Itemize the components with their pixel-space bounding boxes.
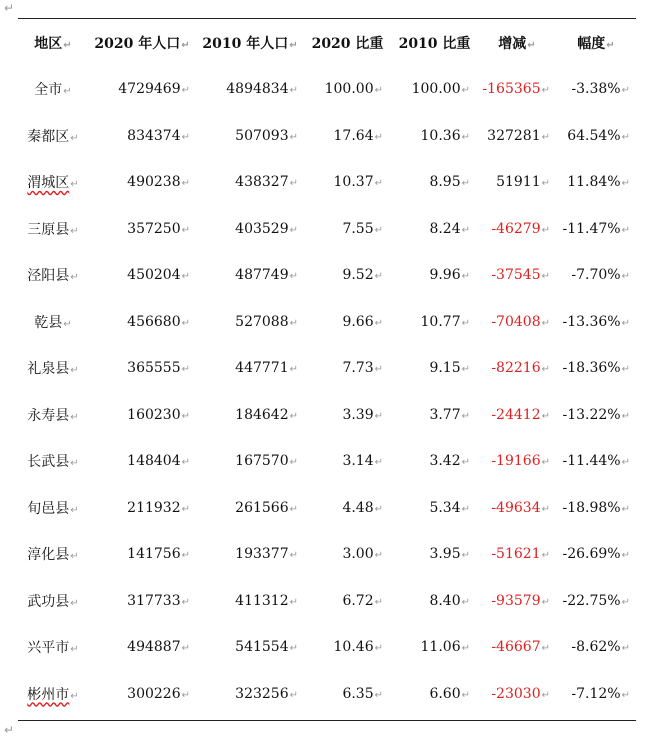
change-cell: -46279↵ bbox=[491, 220, 550, 237]
pop-2010-cell: 527088↵ bbox=[235, 313, 298, 330]
rate-cell: -11.47%↵ bbox=[562, 220, 630, 237]
change-cell: -82216↵ bbox=[491, 360, 550, 377]
pop-2020-cell: 300226↵ bbox=[127, 685, 190, 702]
region-cell: 乾县↵ bbox=[34, 314, 72, 331]
table-row bbox=[18, 345, 636, 392]
region-cell: 渭城区↵ bbox=[27, 175, 79, 192]
change-cell: -37545↵ bbox=[491, 267, 550, 284]
region-cell: 兴平市↵ bbox=[27, 640, 79, 657]
pop-2020-cell: 211932↵ bbox=[127, 499, 190, 516]
table-row bbox=[18, 159, 636, 206]
rate-cell: -13.36%↵ bbox=[562, 313, 630, 330]
rate-cell: -3.38%↵ bbox=[571, 81, 630, 98]
change-cell: -70408↵ bbox=[491, 313, 550, 330]
table-row bbox=[18, 531, 636, 578]
share-2010-cell: 10.36↵ bbox=[420, 127, 470, 144]
rate-cell: -7.70%↵ bbox=[571, 267, 630, 284]
change-cell: -93579↵ bbox=[491, 592, 550, 609]
region-cell: 彬州市↵ bbox=[27, 686, 79, 703]
table-row bbox=[18, 624, 636, 671]
pop-2020-cell: 4729469↵ bbox=[118, 81, 190, 98]
region-cell: 永寿县↵ bbox=[27, 407, 79, 424]
pop-2020-cell: 490238↵ bbox=[127, 174, 190, 191]
pop-2020-cell: 365555↵ bbox=[127, 360, 190, 377]
table-row bbox=[18, 671, 636, 718]
pop-2010-cell: 411312↵ bbox=[235, 592, 298, 609]
paragraph-mark-bottom: ↵ bbox=[4, 723, 15, 737]
change-cell: -23030↵ bbox=[491, 685, 550, 702]
pop-2010-cell: 184642↵ bbox=[235, 406, 298, 423]
table-top-rule bbox=[18, 18, 636, 19]
population-table bbox=[18, 20, 636, 717]
region-cell: 三原县↵ bbox=[27, 221, 79, 238]
share-2010-cell: 8.40↵ bbox=[429, 592, 470, 609]
table-row bbox=[18, 206, 636, 253]
region-cell: 淳化县↵ bbox=[27, 547, 79, 564]
share-2010-cell: 8.24↵ bbox=[429, 220, 470, 237]
table-row bbox=[18, 392, 636, 439]
share-2010-cell: 3.42↵ bbox=[429, 453, 470, 470]
rate-cell: -8.62%↵ bbox=[571, 639, 630, 656]
table-row bbox=[18, 299, 636, 346]
pop-2020-cell: 834374↵ bbox=[127, 127, 190, 144]
table-row bbox=[18, 578, 636, 625]
share-2010-cell: 9.15↵ bbox=[429, 360, 470, 377]
change-cell: -19166↵ bbox=[491, 453, 550, 470]
rate-cell: -11.44%↵ bbox=[562, 453, 630, 470]
region-cell: 旬邑县↵ bbox=[27, 500, 79, 517]
rate-cell: -13.22%↵ bbox=[562, 406, 630, 423]
share-2020-cell: 4.48↵ bbox=[342, 499, 383, 516]
table-row bbox=[18, 252, 636, 299]
pop-2020-cell: 317733↵ bbox=[127, 592, 190, 609]
pop-2020-cell: 456680↵ bbox=[127, 313, 190, 330]
share-2020-cell: 7.55↵ bbox=[342, 220, 383, 237]
change-cell: -49634↵ bbox=[491, 499, 550, 516]
region-cell: 秦都区↵ bbox=[27, 128, 79, 145]
share-2010-cell: 3.95↵ bbox=[429, 546, 470, 563]
paragraph-mark-top: ↵ bbox=[4, 1, 15, 15]
table-row bbox=[18, 113, 636, 160]
header-rate: 幅度↵ bbox=[577, 36, 615, 52]
header-change: 增减↵ bbox=[498, 36, 536, 52]
pop-2010-cell: 487749↵ bbox=[235, 267, 298, 284]
table-row bbox=[18, 438, 636, 485]
change-cell: -165365↵ bbox=[482, 81, 550, 98]
pop-2010-cell: 507093↵ bbox=[235, 127, 298, 144]
change-cell: 51911↵ bbox=[496, 174, 550, 191]
rate-cell: -18.98%↵ bbox=[562, 499, 630, 516]
header-share-2010: 2010 比重 bbox=[398, 36, 471, 52]
share-2020-cell: 17.64↵ bbox=[333, 127, 383, 144]
pop-2020-cell: 357250↵ bbox=[127, 220, 190, 237]
share-2010-cell: 10.77↵ bbox=[420, 313, 470, 330]
share-2010-cell: 6.60↵ bbox=[429, 685, 470, 702]
table-row bbox=[18, 485, 636, 532]
pop-2020-cell: 141756↵ bbox=[127, 546, 190, 563]
share-2020-cell: 9.66↵ bbox=[342, 313, 383, 330]
share-2020-cell: 6.72↵ bbox=[342, 592, 383, 609]
share-2020-cell: 6.35↵ bbox=[342, 685, 383, 702]
region-cell: 礼泉县↵ bbox=[27, 361, 79, 378]
region-cell: 长武县↵ bbox=[27, 454, 79, 471]
share-2010-cell: 8.95↵ bbox=[429, 174, 470, 191]
share-2010-cell: 100.00↵ bbox=[411, 81, 470, 98]
share-2020-cell: 9.52↵ bbox=[342, 267, 383, 284]
header-pop-2020: 2020 年人口↵ bbox=[94, 36, 190, 52]
pop-2010-cell: 261566↵ bbox=[235, 499, 298, 516]
change-cell: -51621↵ bbox=[491, 546, 550, 563]
share-2010-cell: 3.77↵ bbox=[429, 406, 470, 423]
share-2020-cell: 3.14↵ bbox=[342, 453, 383, 470]
header-pop-2010: 2010 年人口↵ bbox=[202, 36, 298, 52]
share-2020-cell: 10.37↵ bbox=[333, 174, 383, 191]
pop-2010-cell: 447771↵ bbox=[235, 360, 298, 377]
table-bottom-rule bbox=[18, 720, 636, 721]
share-2020-cell: 100.00↵ bbox=[324, 81, 383, 98]
change-cell: -46667↵ bbox=[491, 639, 550, 656]
share-2020-cell: 3.39↵ bbox=[342, 406, 383, 423]
share-2020-cell: 3.00↵ bbox=[342, 546, 383, 563]
pop-2010-cell: 4894834↵ bbox=[226, 81, 298, 98]
header-region: 地区↵ bbox=[34, 36, 72, 52]
share-2010-cell: 5.34↵ bbox=[429, 499, 470, 516]
pop-2010-cell: 323256↵ bbox=[235, 685, 298, 702]
pop-2010-cell: 438327↵ bbox=[235, 174, 298, 191]
header-share-2020: 2020 比重 bbox=[311, 36, 384, 52]
change-cell: -24412↵ bbox=[491, 406, 550, 423]
pop-2020-cell: 148404↵ bbox=[127, 453, 190, 470]
table-row bbox=[18, 66, 636, 113]
table-body bbox=[18, 66, 636, 717]
rate-cell: 11.84%↵ bbox=[567, 174, 630, 191]
rate-cell: -18.36%↵ bbox=[562, 360, 630, 377]
pop-2010-cell: 167570↵ bbox=[235, 453, 298, 470]
table-header-row bbox=[18, 20, 636, 66]
rate-cell: -7.12%↵ bbox=[571, 685, 630, 702]
change-cell: 327281↵ bbox=[487, 127, 550, 144]
rate-cell: -26.69%↵ bbox=[562, 546, 630, 563]
pop-2010-cell: 403529↵ bbox=[235, 220, 298, 237]
pop-2020-cell: 494887↵ bbox=[127, 639, 190, 656]
share-2020-cell: 7.73↵ bbox=[342, 360, 383, 377]
share-2020-cell: 10.46↵ bbox=[333, 639, 383, 656]
pop-2010-cell: 541554↵ bbox=[235, 639, 298, 656]
region-cell: 武功县↵ bbox=[27, 593, 79, 610]
region-cell: 泾阳县↵ bbox=[27, 268, 79, 285]
pop-2020-cell: 450204↵ bbox=[127, 267, 190, 284]
share-2010-cell: 9.96↵ bbox=[429, 267, 470, 284]
rate-cell: -22.75%↵ bbox=[562, 592, 630, 609]
region-cell: 全市↵ bbox=[34, 82, 72, 99]
rate-cell: 64.54%↵ bbox=[567, 127, 630, 144]
share-2010-cell: 11.06↵ bbox=[420, 639, 470, 656]
pop-2020-cell: 160230↵ bbox=[127, 406, 190, 423]
pop-2010-cell: 193377↵ bbox=[235, 546, 298, 563]
